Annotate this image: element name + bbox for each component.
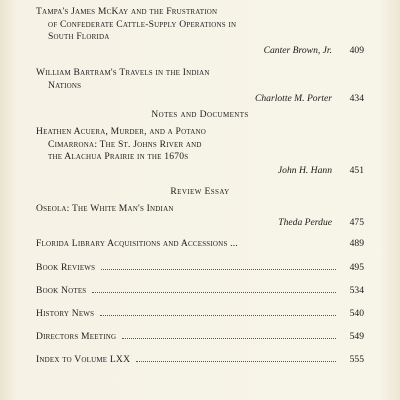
article-entry-hann <box>36 126 364 177</box>
dot-leader <box>136 361 336 362</box>
article-author-line <box>36 93 364 106</box>
listing-page-number: 549 <box>349 331 364 342</box>
listing-row <box>36 331 364 343</box>
listing-page-number: 534 <box>349 285 364 296</box>
article-page-number: 409 <box>349 44 364 56</box>
article-title <box>36 203 364 216</box>
article-title-line: South Florida <box>48 31 110 42</box>
article-title <box>36 6 364 44</box>
listing-label: Book Notes <box>36 285 87 296</box>
article-page-number: 475 <box>349 216 364 228</box>
article-author: Theda Perdue <box>278 216 332 228</box>
article-author-line <box>36 45 364 58</box>
article-entry-bartram <box>36 67 364 106</box>
article-title-line: Heathen Acuera, Murder, and a Potano <box>36 126 207 137</box>
dot-leader <box>101 269 336 270</box>
dot-leader <box>92 292 336 293</box>
article-title-line: of Confederate Cattle-Supply Operations in <box>48 18 237 30</box>
listing-row <box>36 354 364 366</box>
article-title <box>36 67 364 92</box>
article-title <box>36 126 364 164</box>
article-title-line: Oseola: The White Man's Indian <box>36 203 174 214</box>
article-author-line <box>36 217 364 230</box>
article-page-number: 451 <box>349 164 364 176</box>
listing-row <box>36 308 364 320</box>
article-page-number: 434 <box>349 93 364 104</box>
article-title-line: the Alachua Prairie in the 1670s <box>48 151 189 162</box>
article-entry-mckay <box>36 6 364 57</box>
article-author-line <box>36 165 364 178</box>
section-heading-review: Review Essay <box>170 186 230 197</box>
article-title-line: Nations <box>48 79 82 91</box>
article-title-line: William Bartram's Travels in the Indian <box>36 67 210 78</box>
listing-page-number: 555 <box>349 354 364 365</box>
article-title-line: Cimarrona: The St. Johns River and <box>48 138 202 150</box>
listing-label: Book Reviews <box>36 262 96 273</box>
article-author: Canter Brown, Jr. <box>263 44 332 56</box>
article-title-line: Tampa's James McKay and the Frustration <box>36 6 218 17</box>
listing-row <box>36 238 364 250</box>
listing-page-number: 540 <box>349 308 364 319</box>
listing-label: Directors Meeting <box>36 331 117 342</box>
listing-page-number: 495 <box>349 262 364 273</box>
listing-row <box>36 285 364 297</box>
dot-leader <box>100 315 336 316</box>
listing-label: Index to Volume LXX <box>36 354 131 365</box>
section-heading-notes: Notes and Documents <box>151 109 249 120</box>
listing-row <box>36 262 364 274</box>
listing-label: History News <box>36 308 95 319</box>
dot-leader <box>122 338 336 339</box>
listing-page-number: 489 <box>349 238 364 249</box>
listing-label: Florida Library Acquisitions and Accessions ... <box>36 238 238 249</box>
article-author: John H. Hann <box>277 164 332 176</box>
article-entry-oseola <box>36 203 364 229</box>
article-author: Charlotte M. Porter <box>254 93 332 104</box>
